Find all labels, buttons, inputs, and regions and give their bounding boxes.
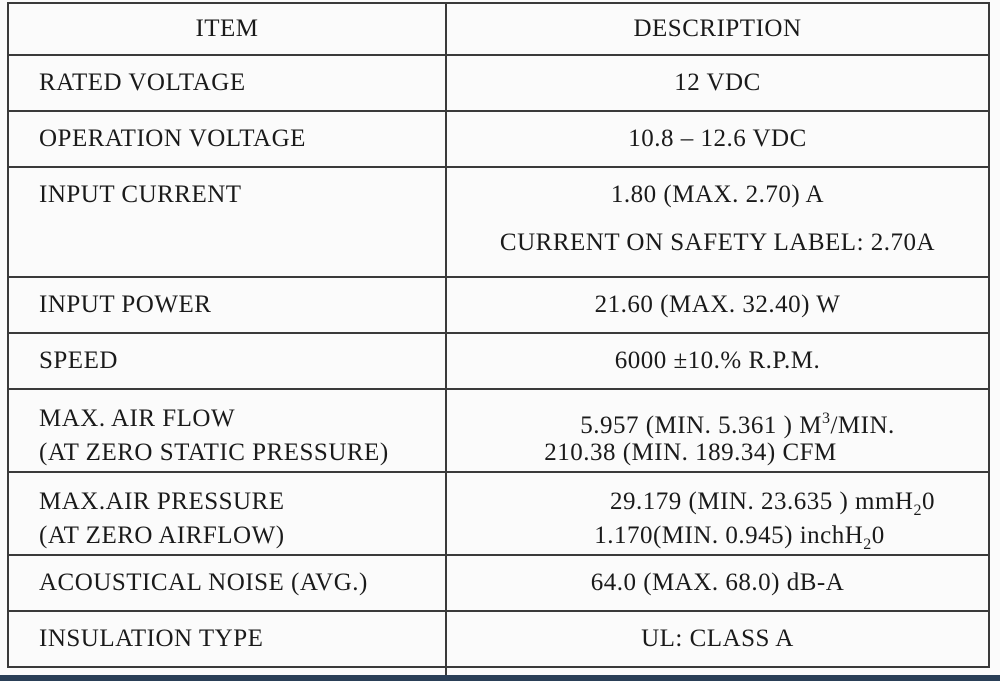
description-cell: 29.179 (MIN. 23.635 ) mmH$_2$0: [610, 488, 935, 519]
table-row: [8, 111, 989, 167]
bottom-border-strip: [0, 675, 1000, 681]
description-cell-secondary: 210.38 (MIN. 189.34) CFM: [544, 439, 837, 466]
header-row: [8, 3, 989, 55]
item-cell-secondary: (AT ZERO AIRFLOW): [39, 522, 285, 549]
item-cell: INPUT POWER: [39, 291, 212, 318]
item-cell-secondary: (AT ZERO STATIC PRESSURE): [39, 439, 389, 466]
item-cell: RATED VOLTAGE: [39, 69, 246, 96]
item-header: ITEM: [8, 3, 446, 55]
item-cell: INSULATION TYPE: [39, 625, 264, 652]
item-cell: OPERATION VOLTAGE: [39, 125, 306, 152]
item-cell: INPUT CURRENT: [39, 181, 242, 208]
description-cell: UL: CLASS A: [641, 625, 794, 652]
description-header: DESCRIPTION: [446, 3, 989, 55]
description-cell: 64.0 (MAX. 68.0) dB-A: [590, 569, 845, 596]
description-cell-secondary: CURRENT ON SAFETY LABEL: 2.70A: [499, 229, 936, 256]
table-continuation-line: [445, 663, 447, 675]
table-row: [8, 277, 989, 333]
description-cell: 1.80 (MAX. 2.70) A: [610, 181, 825, 208]
item-cell: ACOUSTICAL NOISE (AVG.): [39, 569, 368, 596]
item-cell: MAX. AIR FLOW: [39, 405, 236, 432]
table-row: [8, 611, 989, 667]
table-row: [8, 389, 989, 472]
description-cell: 5.957 (MIN. 5.361 ) $M^3$/MIN.: [580, 410, 895, 439]
description-cell-secondary: 1.170(MIN. 0.945) inchH$_2$0: [594, 522, 885, 553]
description-cell: 10.8 – 12.6 VDC: [628, 125, 807, 152]
table-row: [8, 555, 989, 611]
description-cell: 12 VDC: [674, 69, 761, 96]
specification-table: [7, 2, 990, 668]
item-cell: SPEED: [39, 347, 118, 374]
table-row: [8, 167, 989, 277]
description-cell: 21.60 (MAX. 32.40) W: [594, 291, 841, 318]
table-row: [8, 55, 989, 111]
table-row: [8, 472, 989, 555]
table-row: [8, 333, 989, 389]
item-cell: MAX.AIR PRESSURE: [39, 488, 285, 515]
description-cell: 6000 ±10.% R.P.M.: [614, 347, 821, 374]
